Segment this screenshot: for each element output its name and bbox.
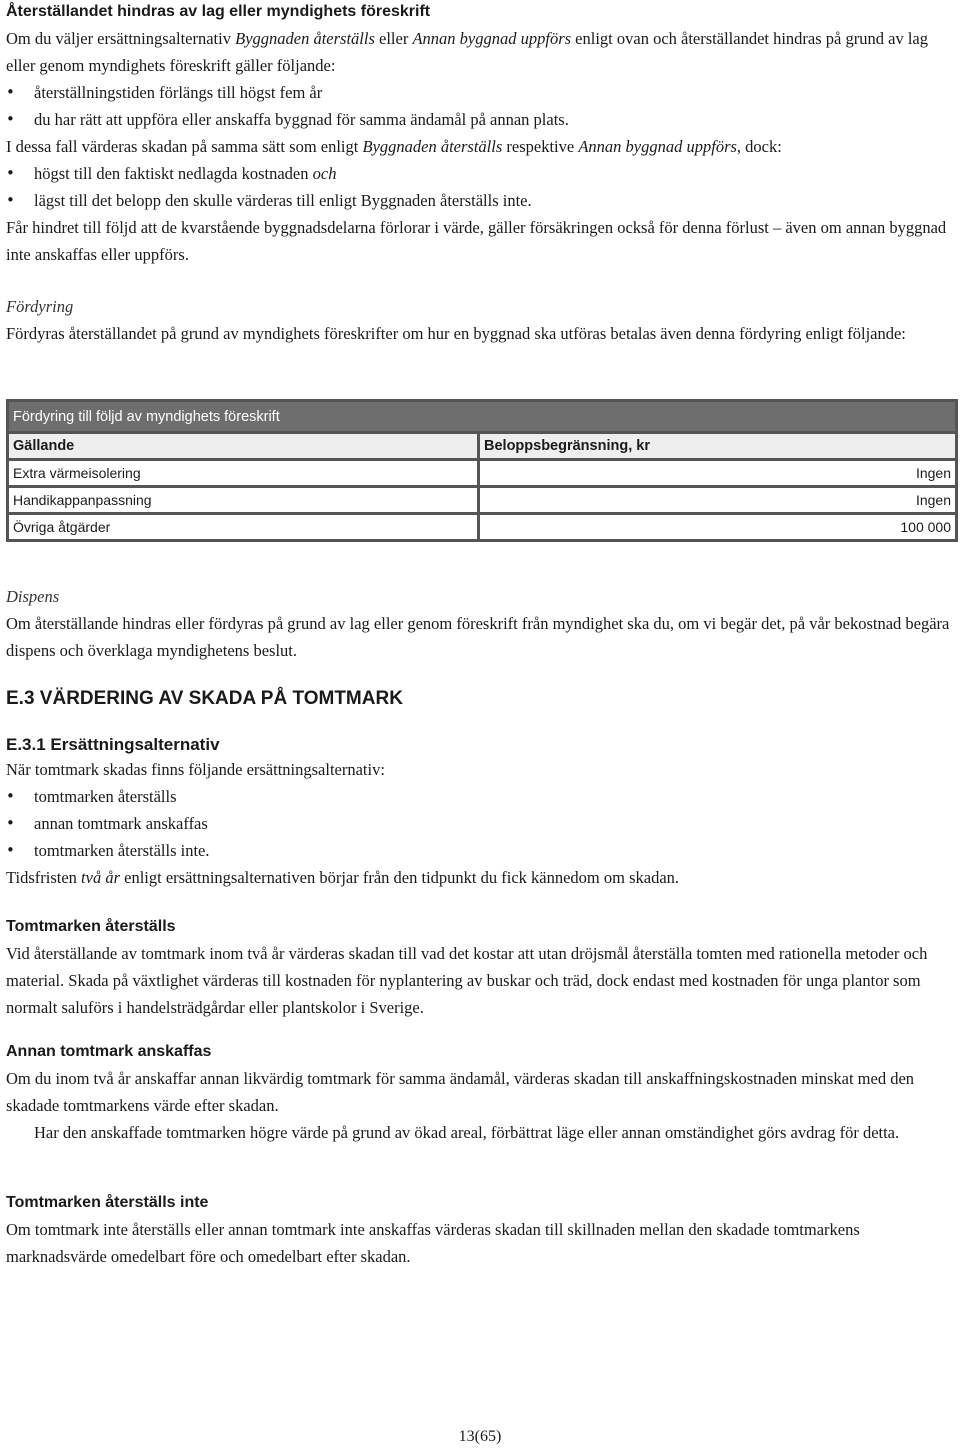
paragraph: När tomtmark skadas finns följande ersättningsalternativ:: [6, 760, 385, 779]
section-fordyring: [6, 293, 950, 347]
bullet-list: [6, 79, 950, 133]
bullet-list: [6, 783, 950, 864]
table-row: [9, 488, 955, 512]
column-header-gallande: Gällande: [9, 434, 477, 458]
page-number: 13(65): [458, 1428, 502, 1445]
list-item: • annan tomtmark anskaffas: [6, 810, 950, 837]
section-heading: Tomtmarken återställs: [6, 918, 176, 935]
list-item: • återställningstiden förlängs till högst fem år: [6, 79, 950, 106]
table-cell-label: Handikappanpassning: [9, 488, 477, 512]
section-heading: Annan tomtmark anskaffas: [6, 1043, 212, 1060]
list-item: • lägst till det belopp den skulle värderas till enligt Byggnaden återställs inte.: [6, 187, 950, 214]
section-e3: [6, 686, 950, 712]
section-heading: Tomtmarken återställs inte: [6, 1194, 209, 1211]
list-item: • du har rätt att uppföra eller anskaffa byggnad för samma ändamål på annan plats.: [6, 106, 950, 133]
bullet-list: [6, 160, 950, 214]
table-cell-label: Övriga åtgärder: [9, 515, 477, 539]
table-cell-value: Ingen: [480, 488, 955, 512]
section-dispens: [6, 583, 950, 664]
fordyring-table: [6, 399, 958, 542]
section-heading: Återställandet hindras av lag eller myndighets föreskrift: [6, 3, 431, 20]
subsection-heading: E.3.1 Ersättningsalternativ: [6, 735, 220, 754]
paragraph: Om du väljer ersättningsalternativ Byggnaden återställs eller Annan byggnad uppförs enligt ovan och återställandet hindras på grund av lag eller genom myndighets föreskrift gäller följande:: [6, 29, 928, 75]
paragraph: I dessa fall värderas skadan på samma sätt som enligt Byggnaden återställs respektive Annan byggnad uppförs, dock:: [6, 137, 782, 156]
list-item: • tomtmarken återställs: [6, 783, 950, 810]
paragraph: Om återställande hindras eller fördyras på grund av lag eller genom föreskrift från myndighet ska du, om vi begär det, på vår bekostnad begära dispens och överklaga myndighetens beslut.: [6, 614, 950, 660]
list-item: • högst till den faktiskt nedlagda kostnaden och: [6, 160, 950, 187]
section-tomtmarken-aterstalls-inte: [6, 1192, 950, 1270]
table-row: [9, 461, 955, 485]
column-header-beloppsbegransning: Beloppsbegränsning, kr: [480, 434, 955, 458]
paragraph: Om du inom två år anskaffar annan likvärdig tomtmark för samma ändamål, värderas skadan till anskaffningskostnaden minskat med den skadade tomtmarkens värde efter skadan.: [6, 1069, 915, 1115]
section-restoration-hindered: [6, 0, 950, 268]
section-heading: Fördyring: [6, 297, 74, 316]
table-title: Fördyring till följd av myndighets föreskrift: [9, 402, 955, 431]
table-row: [9, 515, 955, 539]
paragraph: Tidsfristen två år enligt ersättningsalternativen börjar från den tidpunkt du fick kännedom om skadan.: [6, 868, 680, 887]
section-heading: Dispens: [6, 587, 60, 606]
section-annan-tomtmark: [6, 1041, 950, 1146]
paragraph: Får hindret till följd att de kvarstående byggnadsdelarna förlorar i värde, gäller försäkringen också för denna förlust – även om annan byggnad inte anskaffas eller uppförs.: [6, 218, 947, 264]
paragraph: Fördyras återställandet på grund av myndighets föreskrifter om hur en byggnad ska utföras betalas även denna fördyring enligt följande:: [6, 324, 906, 343]
section-tomtmarken-aterstalls: [6, 916, 950, 1021]
paragraph: Vid återställande av tomtmark inom två år värderas skadan till vad det kostar att utan dröjsmål återställa tomten med rationella metoder och material. Skada på växtlighet värderas till kostnaden för nyplantering av buskar och träd, dock endast med kostnaden för unga plantor som normalt saluförs i handelsträdgårdar eller plantskolor i Sverige.: [6, 944, 928, 1017]
table-cell-value: 100 000: [480, 515, 955, 539]
paragraph: Har den anskaffade tomtmarken högre värde på grund av ökad areal, förbättrat läge eller annan omständighet görs avdrag för detta.: [34, 1123, 900, 1142]
table-cell-label: Extra värmeisolering: [9, 461, 477, 485]
section-e31: [6, 734, 950, 891]
list-item: • tomtmarken återställs inte.: [6, 837, 950, 864]
table-cell-value: Ingen: [480, 461, 955, 485]
chapter-heading: E.3 VÄRDERING AV SKADA PÅ TOMTMARK: [6, 688, 403, 709]
paragraph: Om tomtmark inte återställs eller annan tomtmark inte anskaffas värderas skadan till skillnaden mellan den skadade tomtmarkens marknadsvärde omedelbart före och omedelbart efter skadan.: [6, 1220, 860, 1266]
